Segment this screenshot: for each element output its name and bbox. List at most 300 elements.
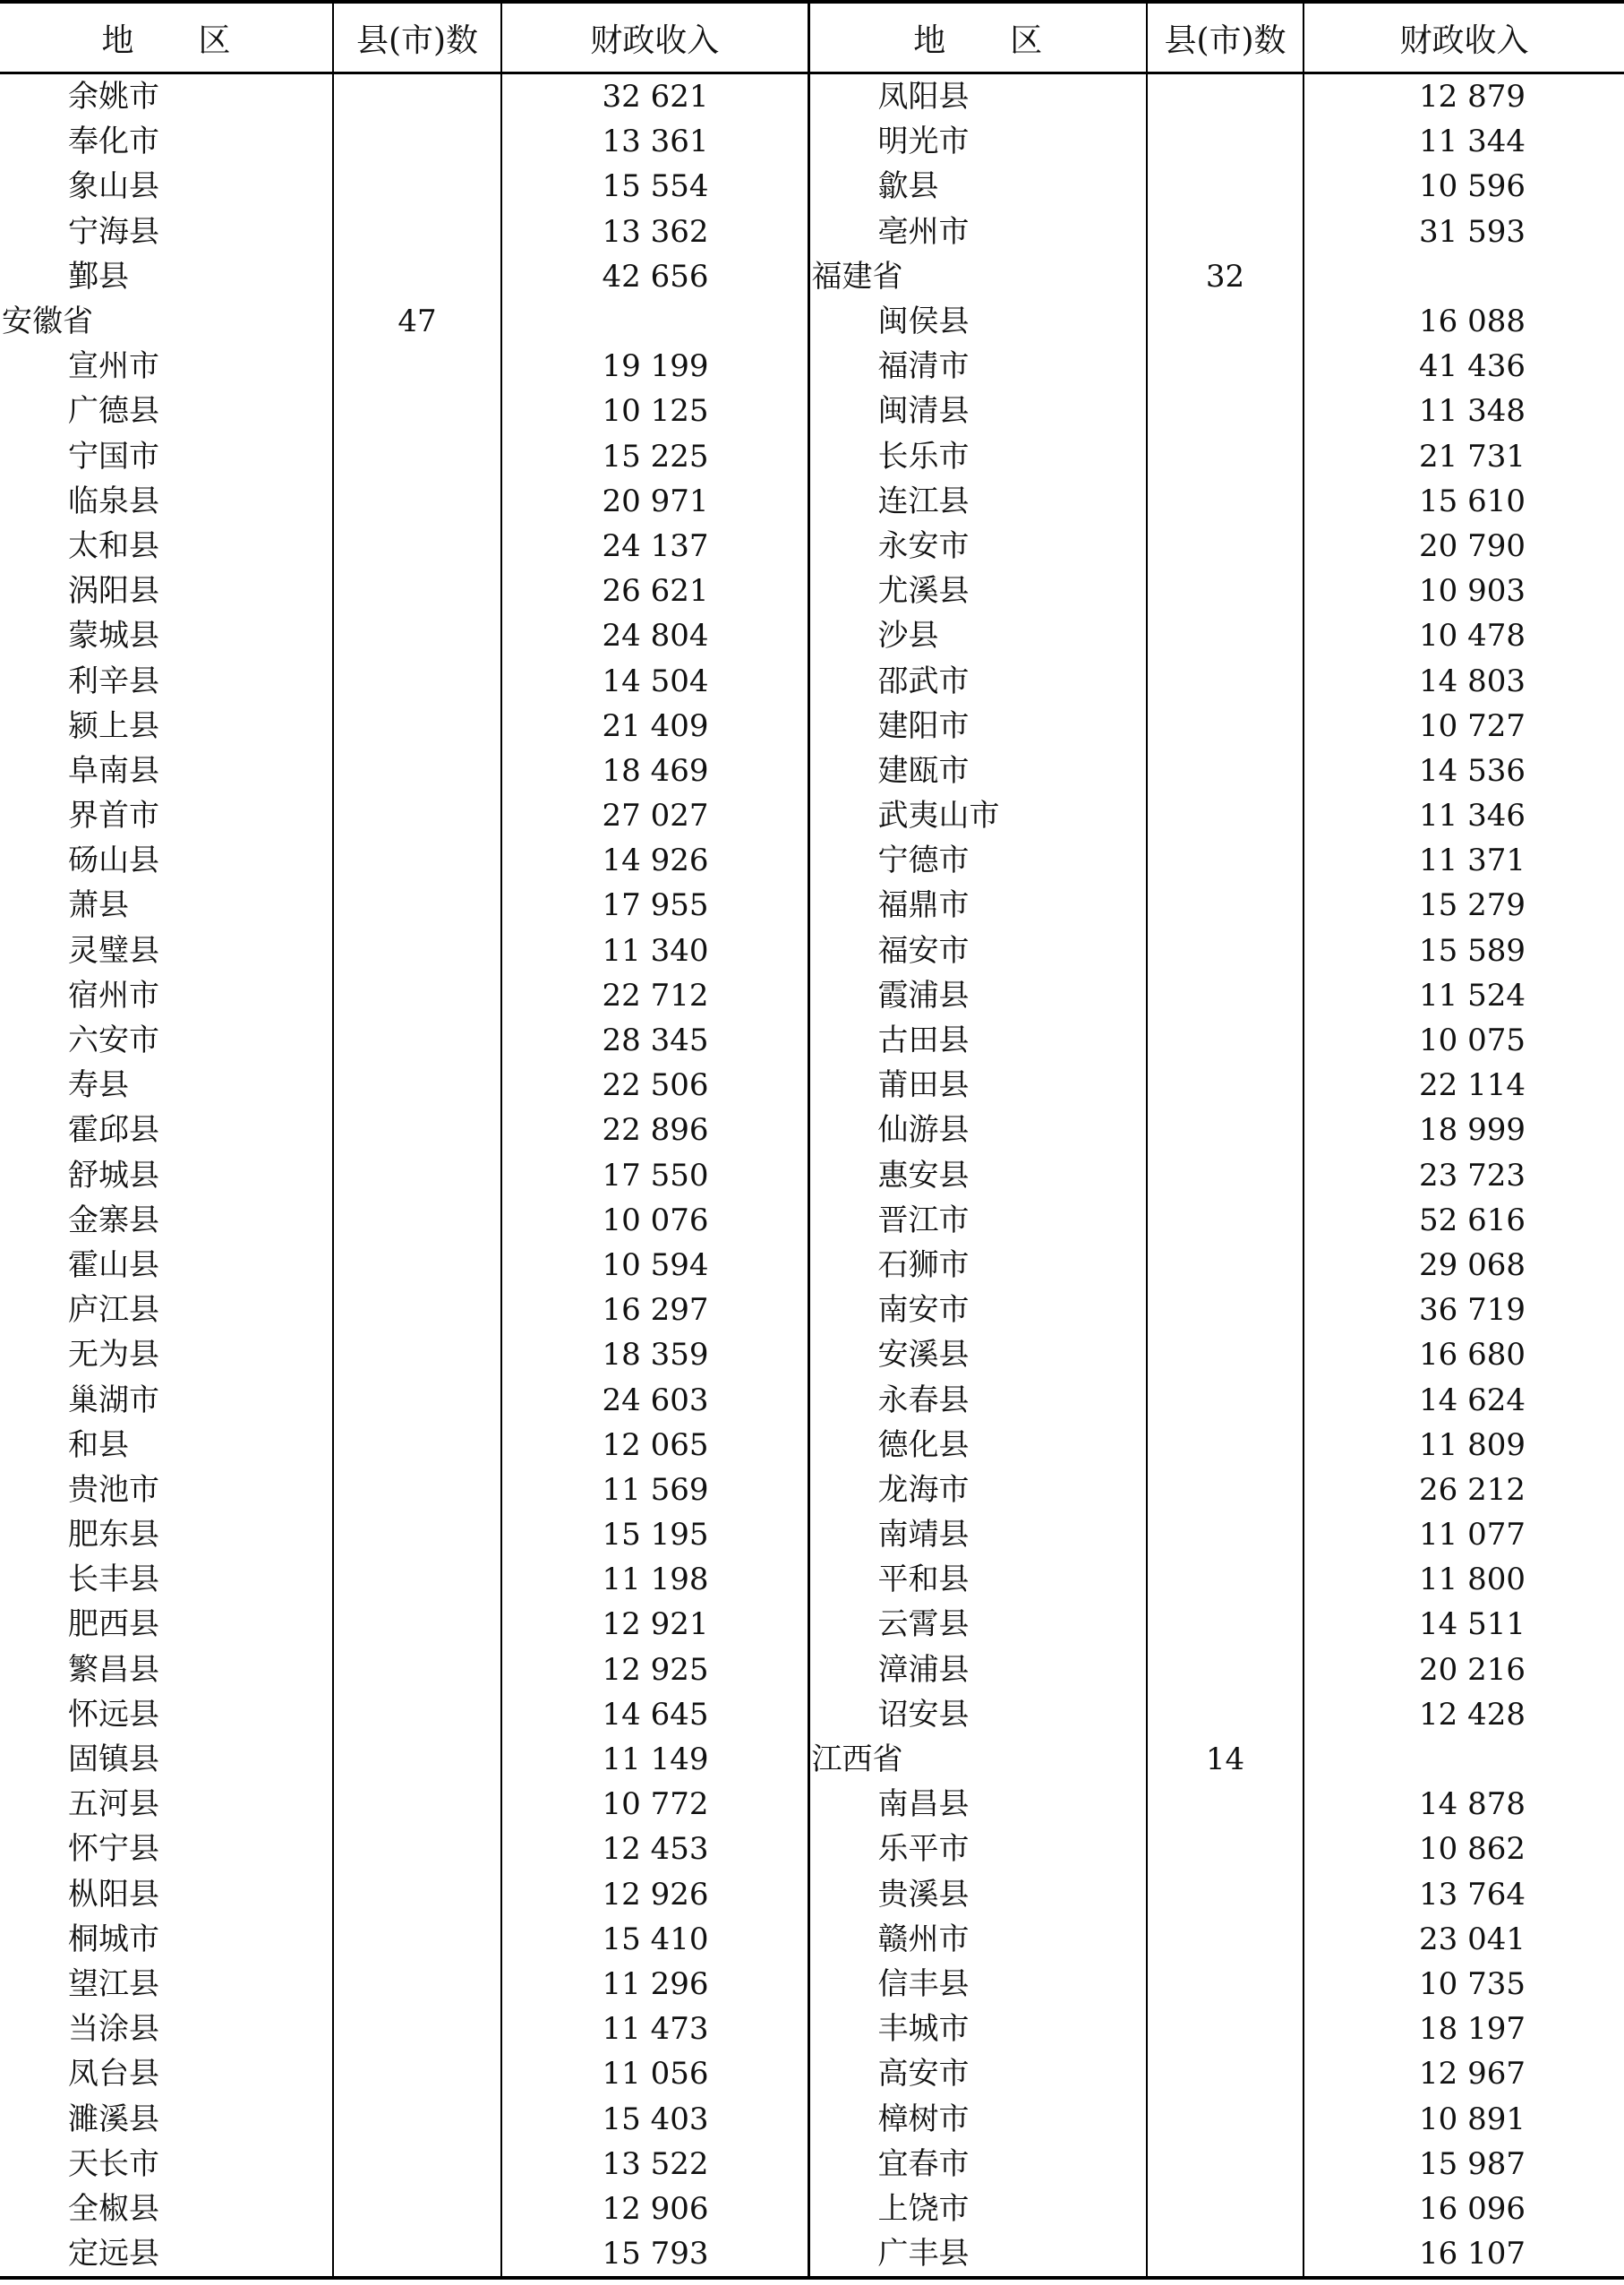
table-row [0,434,1624,479]
county-name-cell: 贵池市 [68,1471,159,1508]
county-name-cell: 濉溪县 [68,2101,159,2137]
county-name-cell: 信丰县 [808,1962,1147,2007]
county-count-cell [333,2007,501,2051]
county-name-cell: 五河县 [68,1786,159,1823]
table-row [0,344,1624,389]
revenue-cell: 15 195 [501,1512,808,1557]
revenue-cell: 16 096 [1303,2187,1624,2231]
revenue-cell: 27 027 [501,793,808,838]
county-name-cell: 奉化市 [68,124,159,160]
revenue-cell: 14 624 [1303,1377,1624,1422]
county-name-cell: 赣州市 [808,1917,1147,1962]
county-count-cell [333,254,501,299]
county-count-cell [333,2187,501,2231]
county-name-cell: 宣州市 [68,348,159,385]
county-name-cell: 六安市 [68,1023,159,1059]
county-name-cell: 闽侯县 [808,299,1147,344]
county-count-cell [333,1917,501,1962]
revenue-cell: 14 926 [501,838,808,883]
revenue-cell: 11 149 [501,1737,808,1782]
revenue-cell: 14 504 [501,658,808,703]
revenue-cell: 28 345 [501,1018,808,1063]
county-count-cell [333,1377,501,1422]
county-name-cell: 肥西县 [68,1606,159,1643]
county-count-cell [333,569,501,613]
county-name-cell: 晋江市 [808,1198,1147,1243]
county-name-cell: 邵武市 [808,658,1147,703]
revenue-cell: 22 114 [1303,1063,1624,1108]
county-name-cell: 全椒县 [68,2190,159,2227]
revenue-cell: 12 879 [1303,73,1624,120]
county-count-cell [333,1018,501,1063]
county-count-cell [1147,1108,1303,1152]
revenue-cell [1303,1737,1624,1782]
table-row [0,2051,1624,2096]
county-name-cell: 砀山县 [68,843,159,879]
county-count-cell [333,838,501,883]
county-count-cell [1147,749,1303,793]
county-count-cell [333,344,501,389]
county-count-cell [333,1827,501,1871]
table-row [0,1872,1624,1917]
county-count-cell [333,883,501,928]
county-count-cell [333,1782,501,1827]
county-name-cell: 南靖县 [808,1512,1147,1557]
revenue-cell: 10 903 [1303,569,1624,613]
county-count-cell [333,210,501,254]
county-count-cell [333,973,501,1018]
county-count-cell [333,704,501,749]
county-count-cell [333,793,501,838]
county-count-cell [1147,1512,1303,1557]
revenue-cell: 12 065 [501,1423,808,1468]
county-count-cell [333,389,501,433]
table-row [0,749,1624,793]
table-row [0,1782,1624,1827]
county-name-cell: 繁昌县 [68,1651,159,1688]
table-row [0,569,1624,613]
revenue-cell: 18 197 [1303,2007,1624,2051]
revenue-cell: 24 137 [501,524,808,569]
county-count-cell [333,434,501,479]
revenue-cell: 20 216 [1303,1647,1624,1692]
revenue-cell: 19 199 [501,344,808,389]
county-name-cell: 贵溪县 [808,1872,1147,1917]
county-name-cell: 枞阳县 [68,1876,159,1913]
revenue-cell: 11 346 [1303,793,1624,838]
county-count-cell [1147,569,1303,613]
revenue-cell: 14 878 [1303,1782,1624,1827]
county-name-cell: 高安市 [808,2051,1147,2096]
revenue-cell: 11 809 [1303,1423,1624,1468]
county-count-cell [333,73,501,120]
county-count-cell [333,1468,501,1512]
county-name-cell: 莆田县 [808,1063,1147,1108]
county-name-cell: 蒙城县 [68,618,159,655]
county-count-cell [1147,73,1303,120]
county-name-cell: 龙海市 [808,1468,1147,1512]
revenue-cell: 18 469 [501,749,808,793]
table-row [0,1108,1624,1152]
table-row [0,2231,1624,2278]
county-name-cell: 鄞县 [68,258,129,295]
county-count-cell [333,613,501,658]
table-row [0,658,1624,703]
county-count-cell [1147,1557,1303,1602]
county-count-cell [1147,1288,1303,1332]
county-name-cell: 建阳市 [808,704,1147,749]
table-row [0,1692,1624,1737]
table-row [0,1153,1624,1198]
county-name-cell: 惠安县 [808,1153,1147,1198]
county-count-cell [1147,2187,1303,2231]
county-name-cell: 建瓯市 [808,749,1147,793]
revenue-cell: 24 804 [501,613,808,658]
county-count-cell [1147,1423,1303,1468]
county-count-cell [1147,1153,1303,1198]
revenue-cell: 10 735 [1303,1962,1624,2007]
county-name-cell: 仙游县 [808,1108,1147,1152]
revenue-cell: 16 297 [501,1288,808,1332]
header-revenue-right: 财政收入 [1303,2,1624,73]
revenue-cell: 16 680 [1303,1332,1624,1377]
county-name-cell: 固镇县 [68,1742,159,1778]
county-name-cell: 宁国市 [68,438,159,475]
county-count-cell: 32 [1147,254,1303,299]
county-name-cell: 长乐市 [808,434,1147,479]
revenue-cell: 21 731 [1303,434,1624,479]
county-name-cell: 南昌县 [808,1782,1147,1827]
county-count-cell [333,1737,501,1782]
county-count-cell [333,749,501,793]
county-count-cell [333,1602,501,1647]
county-count-cell [1147,929,1303,973]
header-count-right: 县(市)数 [1147,2,1303,73]
revenue-cell: 18 359 [501,1332,808,1377]
revenue-cell: 15 279 [1303,883,1624,928]
revenue-cell: 12 453 [501,1827,808,1871]
revenue-cell: 10 125 [501,389,808,433]
county-count-cell [1147,1377,1303,1422]
county-name-cell: 利辛县 [68,663,159,699]
revenue-cell: 15 793 [501,2231,808,2278]
county-count-cell [1147,1692,1303,1737]
county-name-cell: 和县 [68,1426,129,1463]
county-name-cell: 漳浦县 [808,1647,1147,1692]
revenue-cell: 26 621 [501,569,808,613]
revenue-cell: 12 428 [1303,1692,1624,1737]
revenue-cell [501,299,808,344]
county-count-cell [1147,1782,1303,1827]
revenue-cell: 12 926 [501,1872,808,1917]
county-name-cell: 肥东县 [68,1517,159,1553]
revenue-cell: 29 068 [1303,1243,1624,1288]
table-row [0,299,1624,344]
county-name-cell: 萧县 [68,887,129,924]
county-name-cell: 临泉县 [68,483,159,519]
revenue-cell: 32 621 [501,73,808,120]
county-count-cell [333,1692,501,1737]
revenue-cell: 11 344 [1303,119,1624,164]
county-name-cell: 德化县 [808,1423,1147,1468]
county-count-cell [333,1423,501,1468]
county-count-cell [333,1108,501,1152]
county-count-cell [1147,2051,1303,2096]
county-count-cell [1147,2142,1303,2187]
county-name-cell: 尤溪县 [808,569,1147,613]
county-name-cell: 武夷山市 [808,793,1147,838]
revenue-cell: 26 212 [1303,1468,1624,1512]
revenue-cell: 15 589 [1303,929,1624,973]
table-row [0,704,1624,749]
county-count-cell [1147,1063,1303,1108]
header-row [0,2,1624,73]
county-count-cell [333,658,501,703]
revenue-cell: 11 371 [1303,838,1624,883]
county-name-cell: 福清市 [808,344,1147,389]
table-row [0,1962,1624,2007]
county-name-cell: 诏安县 [808,1692,1147,1737]
table-row [0,2007,1624,2051]
county-count-cell [333,2051,501,2096]
county-count-cell [333,1872,501,1917]
county-count-cell [1147,883,1303,928]
table-row [0,1423,1624,1468]
county-name-cell: 霍邱县 [68,1112,159,1149]
revenue-cell: 14 536 [1303,749,1624,793]
county-name-cell: 象山县 [68,168,159,205]
table-row [0,389,1624,433]
header-region-right: 地 区 [808,2,1147,73]
table-row [0,1468,1624,1512]
county-count-cell [1147,973,1303,1018]
province-name-cell: 江西省 [808,1737,1147,1782]
county-name-cell: 上饶市 [808,2187,1147,2231]
county-count-cell [1147,299,1303,344]
table-row [0,973,1624,1018]
table-row [0,1557,1624,1602]
county-name-cell: 怀宁县 [68,1831,159,1868]
revenue-cell: 23 041 [1303,1917,1624,1962]
revenue-cell: 11 340 [501,929,808,973]
revenue-cell: 11 056 [501,2051,808,2096]
county-count-cell [1147,838,1303,883]
county-name-cell: 长丰县 [68,1562,159,1598]
table-row [0,1377,1624,1422]
county-name-cell: 颍上县 [68,707,159,744]
revenue-cell: 11 077 [1303,1512,1624,1557]
county-name-cell: 霍山县 [68,1246,159,1283]
county-count-cell [333,1198,501,1243]
table-row [0,1198,1624,1243]
county-name-cell: 樟树市 [808,2096,1147,2141]
revenue-cell: 23 723 [1303,1153,1624,1198]
revenue-cell [1303,254,1624,299]
header-count-left: 县(市)数 [333,2,501,73]
county-count-cell: 47 [333,299,501,344]
county-count-cell [333,1153,501,1198]
county-count-cell [333,1962,501,2007]
table-row [0,1063,1624,1108]
county-count-cell [1147,2231,1303,2278]
county-count-cell [333,1512,501,1557]
county-name-cell: 无为县 [68,1337,159,1374]
county-count-cell [1147,1602,1303,1647]
county-count-cell: 14 [1147,1737,1303,1782]
table-row [0,119,1624,164]
county-name-cell: 霞浦县 [808,973,1147,1018]
revenue-cell: 12 921 [501,1602,808,1647]
revenue-cell: 16 107 [1303,2231,1624,2278]
table-row [0,838,1624,883]
county-count-cell [333,1557,501,1602]
revenue-cell: 10 075 [1303,1018,1624,1063]
county-name-cell: 亳州市 [808,210,1147,254]
county-count-cell [1147,658,1303,703]
revenue-cell: 14 645 [501,1692,808,1737]
revenue-cell: 13 764 [1303,1872,1624,1917]
county-name-cell: 平和县 [808,1557,1147,1602]
table-body [0,73,1624,2279]
county-name-cell: 舒城县 [68,1157,159,1194]
county-count-cell [333,479,501,524]
county-count-cell [1147,1917,1303,1962]
revenue-cell: 10 478 [1303,613,1624,658]
county-name-cell: 太和县 [68,527,159,564]
county-count-cell [333,2096,501,2141]
county-name-cell: 涡阳县 [68,573,159,610]
revenue-cell: 11 800 [1303,1557,1624,1602]
county-name-cell: 庐江县 [68,1292,159,1329]
county-count-cell [1147,704,1303,749]
county-name-cell: 阜南县 [68,752,159,789]
county-name-cell: 宁德市 [808,838,1147,883]
table-row [0,1512,1624,1557]
county-count-cell [1147,1468,1303,1512]
revenue-cell: 17 955 [501,883,808,928]
county-name-cell: 明光市 [808,119,1147,164]
revenue-cell: 11 198 [501,1557,808,1602]
revenue-cell: 14 511 [1303,1602,1624,1647]
revenue-cell: 12 925 [501,1647,808,1692]
county-count-cell [1147,793,1303,838]
revenue-cell: 22 712 [501,973,808,1018]
county-name-cell: 永安市 [808,524,1147,569]
county-count-cell [1147,1198,1303,1243]
revenue-cell: 41 436 [1303,344,1624,389]
county-count-cell [333,2231,501,2278]
table-row [0,73,1624,120]
county-name-cell: 乐平市 [808,1827,1147,1871]
table-row [0,479,1624,524]
table-row [0,210,1624,254]
table-row [0,883,1624,928]
revenue-cell: 36 719 [1303,1288,1624,1332]
county-name-cell: 宁海县 [68,213,159,250]
county-name-cell: 福鼎市 [808,883,1147,928]
county-count-cell [1147,1332,1303,1377]
county-count-cell [333,929,501,973]
county-name-cell: 古田县 [808,1018,1147,1063]
revenue-cell: 10 772 [501,1782,808,1827]
county-name-cell: 巢湖市 [68,1382,159,1418]
revenue-cell: 21 409 [501,704,808,749]
revenue-cell: 12 967 [1303,2051,1624,2096]
revenue-cell: 22 506 [501,1063,808,1108]
county-name-cell: 广丰县 [808,2231,1147,2278]
revenue-cell: 10 594 [501,1243,808,1288]
county-name-cell: 闽清县 [808,389,1147,433]
revenue-cell: 22 896 [501,1108,808,1152]
revenue-cell: 11 524 [1303,973,1624,1018]
county-count-cell [1147,524,1303,569]
revenue-cell: 16 088 [1303,299,1624,344]
county-count-cell [1147,613,1303,658]
county-count-cell [1147,434,1303,479]
county-count-cell [1147,344,1303,389]
county-count-cell [333,1647,501,1692]
county-count-cell [333,1063,501,1108]
revenue-cell: 15 554 [501,164,808,209]
header-region-left: 地 区 [0,2,333,73]
table-row [0,1332,1624,1377]
county-name-cell: 桐城市 [68,1921,159,1957]
revenue-cell: 42 656 [501,254,808,299]
table-row [0,2187,1624,2231]
revenue-cell: 13 361 [501,119,808,164]
revenue-cell: 15 610 [1303,479,1624,524]
revenue-cell: 13 362 [501,210,808,254]
revenue-cell: 11 569 [501,1468,808,1512]
revenue-cell: 14 803 [1303,658,1624,703]
table-row [0,2142,1624,2187]
table-row [0,929,1624,973]
county-count-cell [333,2142,501,2187]
county-name-cell: 连江县 [808,479,1147,524]
revenue-cell: 15 403 [501,2096,808,2141]
county-count-cell [1147,1872,1303,1917]
county-count-cell [1147,1243,1303,1288]
county-name-cell: 宜春市 [808,2142,1147,2187]
table-row [0,2096,1624,2141]
table-row [0,1243,1624,1288]
county-count-cell [1147,389,1303,433]
revenue-cell: 17 550 [501,1153,808,1198]
county-name-cell: 云霄县 [808,1602,1147,1647]
table-row [0,164,1624,209]
revenue-cell: 20 790 [1303,524,1624,569]
county-count-cell [1147,1827,1303,1871]
county-name-cell: 福安市 [808,929,1147,973]
county-name-cell: 望江县 [68,1965,159,2002]
revenue-cell: 11 473 [501,2007,808,2051]
county-count-cell [1147,1647,1303,1692]
revenue-cell: 24 603 [501,1377,808,1422]
county-count-cell [333,1288,501,1332]
county-count-cell [333,524,501,569]
table-row [0,1018,1624,1063]
revenue-cell: 12 906 [501,2187,808,2231]
revenue-cell: 13 522 [501,2142,808,2187]
table-row [0,1288,1624,1332]
table-row [0,254,1624,299]
revenue-cell: 18 999 [1303,1108,1624,1152]
county-name-cell: 南安市 [808,1288,1147,1332]
county-name-cell: 石狮市 [808,1243,1147,1288]
revenue-cell: 15 225 [501,434,808,479]
revenue-cell: 11 348 [1303,389,1624,433]
county-count-cell [1147,164,1303,209]
